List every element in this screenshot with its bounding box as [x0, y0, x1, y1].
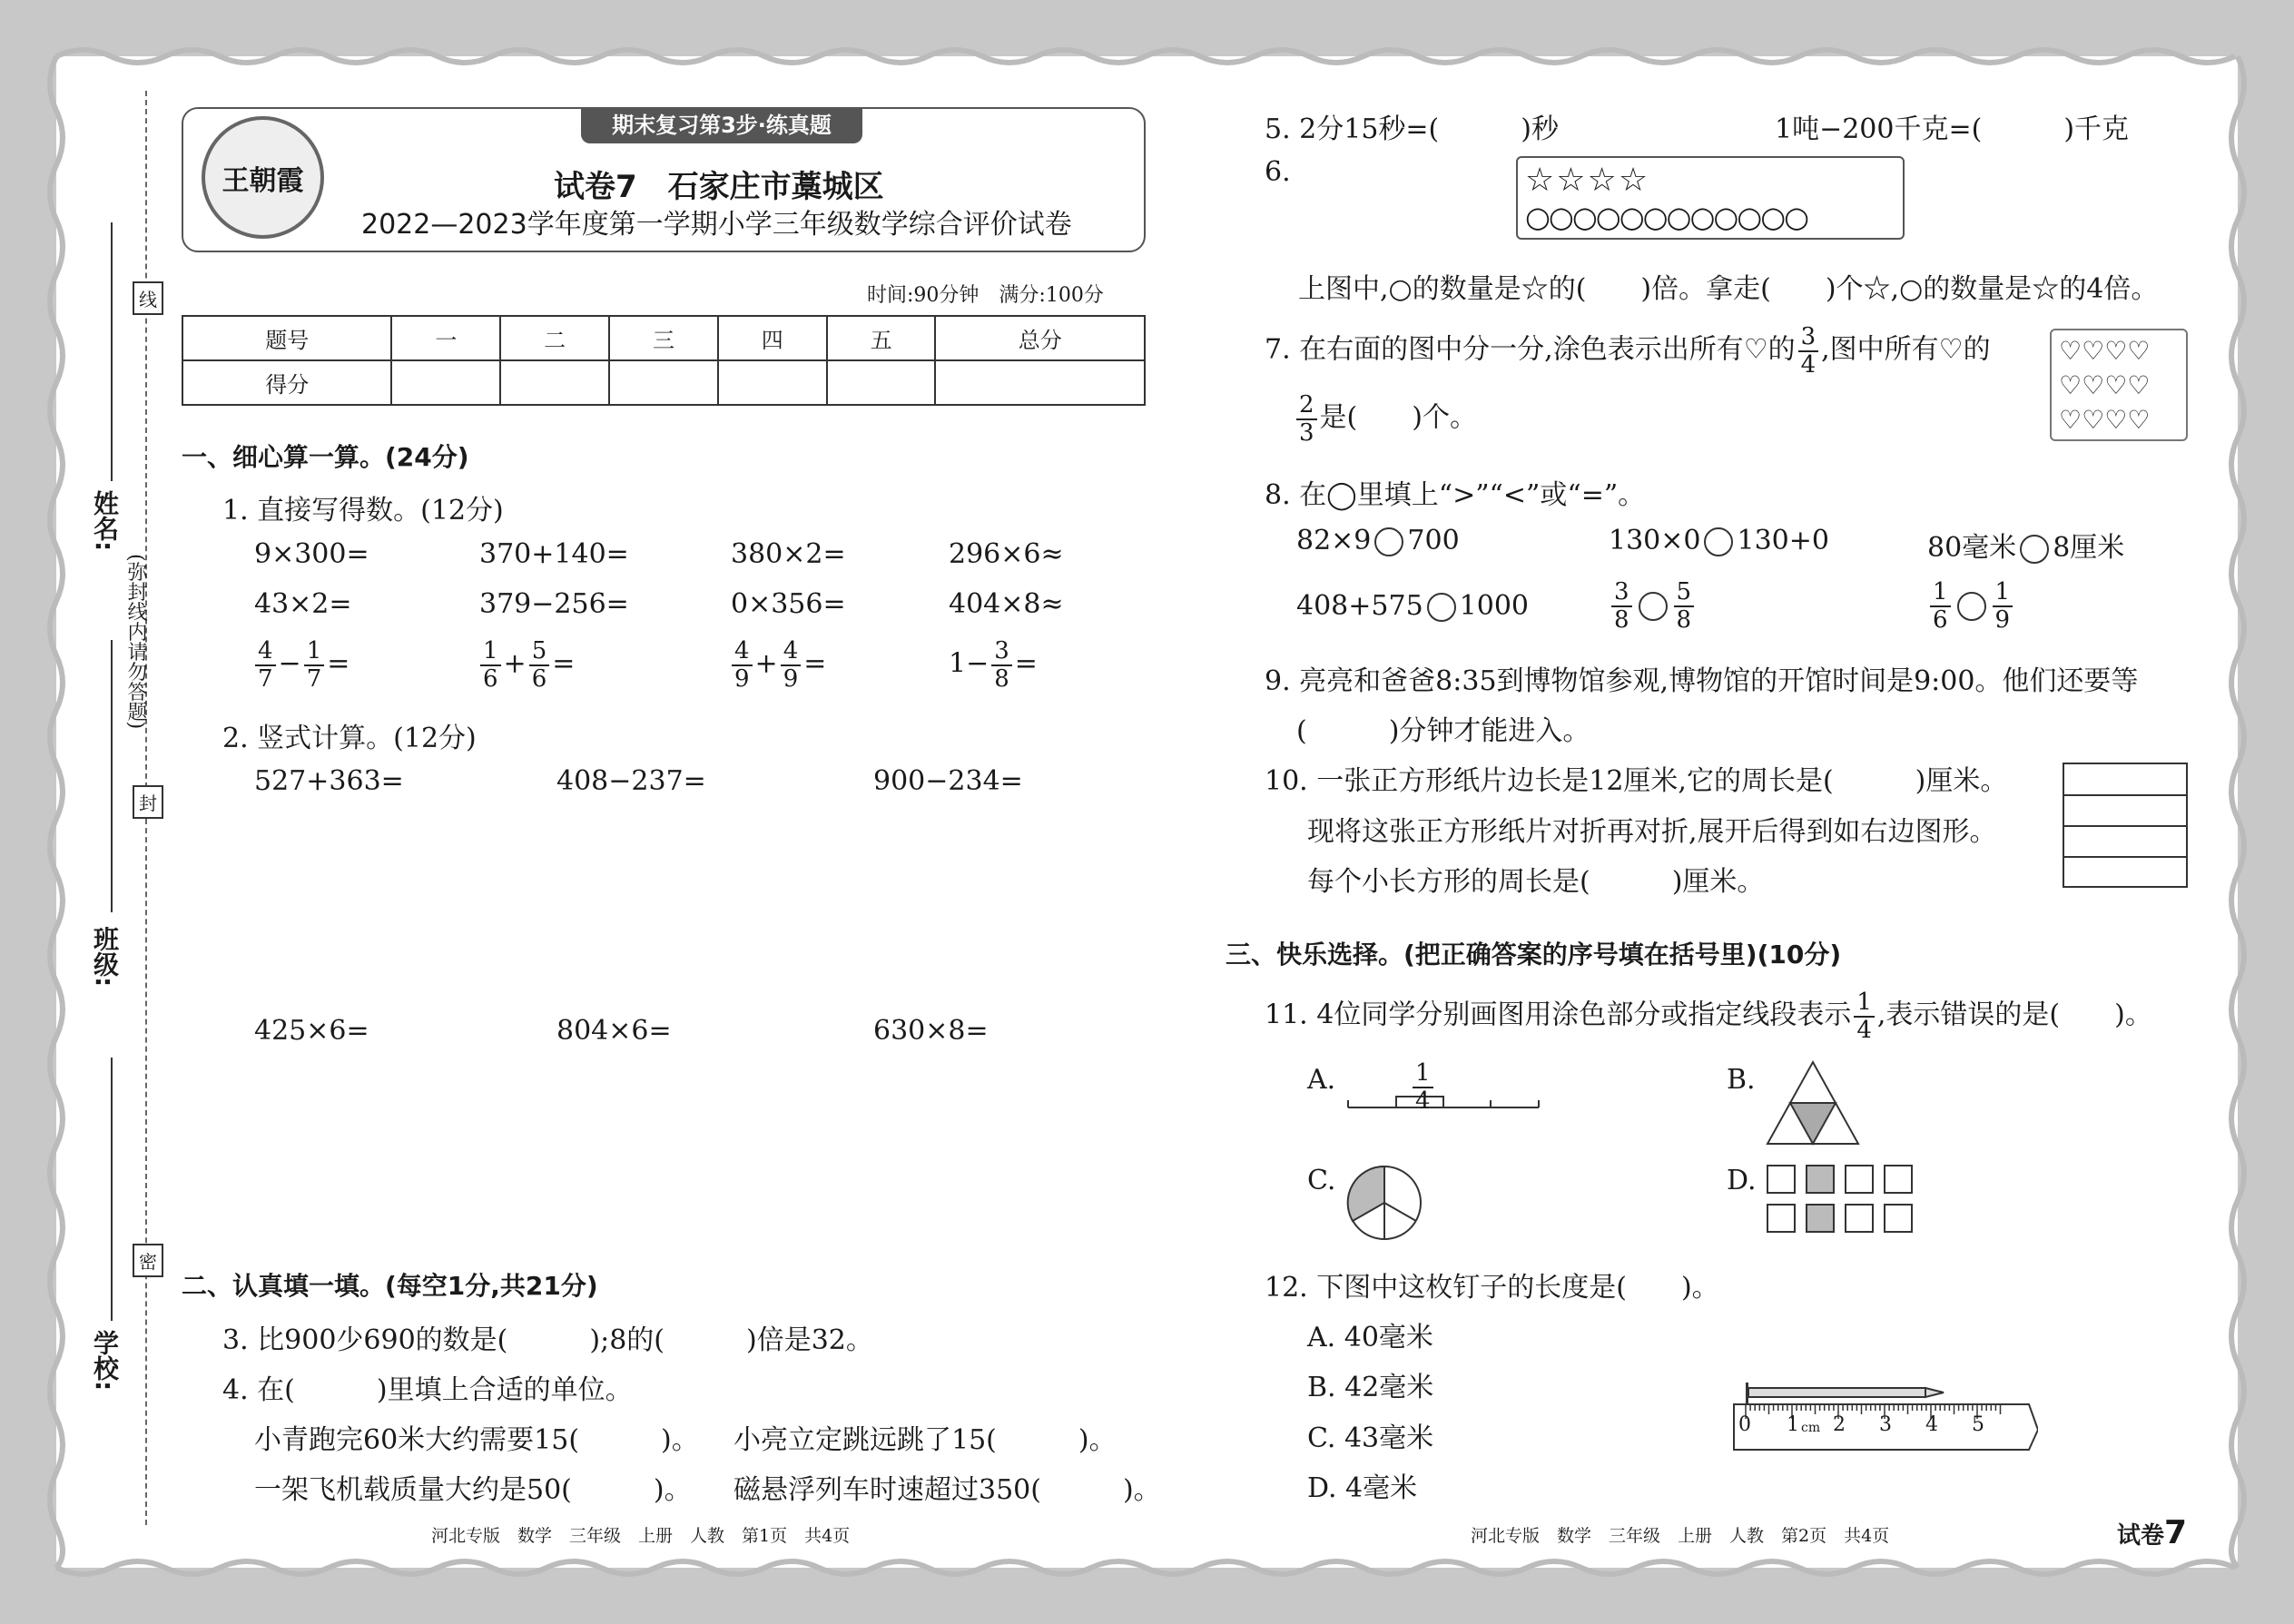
section3-title: 三、快乐选择。(把正确答案的序号填在括号里)(10分)	[1226, 940, 1842, 969]
score-header: 三	[609, 316, 718, 360]
score-cell[interactable]	[718, 360, 827, 405]
ruler-label: 0	[1738, 1413, 1751, 1436]
score-header: 四	[718, 316, 827, 360]
vertical-calc-item: 408−237=	[556, 765, 706, 797]
vertical-calc-item: 527+363=	[254, 765, 404, 797]
ruler-label: 2	[1833, 1413, 1846, 1436]
calc-item: 9×300=	[254, 538, 369, 570]
q8-compare: 408+575 1000	[1296, 590, 1530, 622]
calc-item: 296×6≈	[949, 538, 1064, 570]
step-tag: 期末复习第3步·练真题	[581, 107, 862, 143]
calc-frac-item: 1− $\frac{3}{8}$ =	[949, 637, 1038, 693]
calc-item: 0×356=	[731, 588, 846, 620]
ruler-label: 4	[1925, 1413, 1938, 1436]
score-row-label: 得分	[182, 360, 391, 405]
calc-frac-item: $\frac{4}{9}$ + $\frac{4}{9}$ =	[729, 638, 826, 692]
calc-frac-item: $\frac{4}{7}$ − $\frac{1}{7}$ =	[252, 638, 350, 692]
score-cell[interactable]	[827, 360, 936, 405]
score-table	[182, 315, 1146, 406]
score-cell[interactable]	[935, 360, 1145, 405]
score-cell[interactable]	[609, 360, 718, 405]
q4-item: 小亮立定跳远跳了15( )。	[733, 1424, 1117, 1456]
publisher-logo: 王朝霞	[202, 116, 324, 239]
compare-circle[interactable]	[2020, 535, 2049, 564]
q8-compare: 130×0 130+0	[1609, 525, 1829, 556]
compare-circle[interactable]	[1704, 527, 1733, 556]
ruler-label: 3	[1879, 1413, 1892, 1436]
school-label: 学校:	[90, 1330, 120, 1392]
q2-title: 2. 竖式计算。(12分)	[222, 723, 477, 754]
calc-item: 404×8≈	[949, 588, 1064, 620]
section1-title: 一、细心算一算。(24分)	[182, 442, 469, 472]
time-info: 时间:90分钟 满分:100分	[867, 284, 1104, 307]
q7-line2: $\frac{2}{3}$ 是( )个。	[1294, 392, 1477, 446]
binding-note: (弥封线内请勿答题)	[124, 554, 147, 730]
q12-text: 12. 下图中这枚钉子的长度是( )。	[1265, 1272, 1719, 1304]
calc-item: 43×2=	[254, 588, 352, 620]
q10-line3: 每个小长方形的周长是( )厘米。	[1307, 866, 1765, 898]
calc-item: 370+140=	[479, 538, 629, 570]
q6-stars: ☆☆☆☆	[1525, 162, 1650, 199]
q11-text: 11. 4位同学分别画图用涂色部分或指定线段表示 $\frac{1}{4}$ ,表示错误的是( )。	[1265, 989, 2152, 1044]
q10-line2: 现将这张正方形纸片对折再对折,展开后得到如右边图形。	[1307, 816, 1997, 848]
class-label: 班级:	[90, 926, 120, 988]
q12-option: A. 40毫米	[1307, 1322, 1433, 1353]
q12-option: D. 4毫米	[1307, 1472, 1418, 1504]
q6-text: 上图中,○的数量是☆的( )倍。拿走( )个☆,○的数量是☆的4倍。	[1298, 273, 2159, 305]
paper-label: 试卷7	[2117, 1514, 2188, 1551]
option-b-triangle	[1763, 1058, 1863, 1148]
q12-option: C. 43毫米	[1307, 1422, 1434, 1454]
q3-text: 3. 比900少690的数是( );8的( )倍是32。	[222, 1324, 873, 1356]
q5a-text: 5. 2分15秒=( )秒	[1265, 113, 1559, 145]
compare-circle[interactable]	[1639, 592, 1668, 621]
score-header: 总分	[935, 316, 1145, 360]
option-d-label: D.	[1727, 1165, 1757, 1196]
q8-compare: 80毫米 8厘米	[1927, 532, 2125, 564]
q6-circles: ○○○○○○○○○○○○	[1525, 200, 1808, 234]
score-header: 一	[391, 316, 500, 360]
q10-line1: 10. 一张正方形纸片边长是12厘米,它的周长是( )厘米。	[1265, 765, 2008, 797]
q8-compare: $\frac{3}{8}$ $\frac{5}{8}$	[1609, 579, 1697, 633]
q7-hearts-grid	[2050, 329, 2188, 441]
ruler-unit: cm	[1801, 1421, 1821, 1435]
option-a-figure	[1344, 1053, 1543, 1126]
seal-word-feng: 封	[133, 785, 163, 819]
vertical-calc-item: 425×6=	[254, 1015, 369, 1047]
option-a-label: A.	[1307, 1064, 1336, 1096]
q4-item: 一架飞机载质量大约是50( )。	[254, 1474, 692, 1506]
calc-frac-item: $\frac{1}{6}$ + $\frac{5}{6}$ =	[478, 638, 575, 692]
heart-row: ♡♡♡♡	[2059, 336, 2151, 366]
score-header: 二	[500, 316, 609, 360]
q9-line2: ( )分钟才能进入。	[1296, 715, 1590, 747]
vertical-calc-item: 900−234=	[873, 765, 1023, 797]
option-d-squares	[1766, 1164, 1920, 1236]
ruler-label: 1	[1787, 1413, 1799, 1436]
exam-subtitle: 2022—2023学年度第一学期小学三年级数学综合评价试卷	[361, 209, 1072, 241]
q8-compare: 82×9 700	[1296, 525, 1460, 556]
compare-circle[interactable]	[1957, 592, 1986, 621]
footer-right: 河北专版 数学 三年级 上册 人教 第2页 共4页	[1471, 1526, 1890, 1546]
compare-circle[interactable]	[1427, 593, 1456, 622]
exam-title: 试卷7 石家庄市藁城区	[554, 169, 884, 205]
q6-number: 6.	[1265, 156, 1291, 188]
name-write-line[interactable]	[111, 222, 113, 481]
score-header: 题号	[182, 316, 391, 360]
q12-option: B. 42毫米	[1307, 1372, 1434, 1403]
q4-item: 磁悬浮列车时速超过350( )。	[733, 1474, 1161, 1506]
calc-item: 380×2=	[731, 538, 846, 570]
footer-left: 河北专版 数学 三年级 上册 人教 第1页 共4页	[431, 1526, 851, 1546]
q9-line1: 9. 亮亮和爸爸8:35到博物馆参观,博物馆的开馆时间是9:00。他们还要等	[1265, 665, 2139, 697]
section2-title: 二、认真填一填。(每空1分,共21分)	[182, 1271, 598, 1301]
score-header: 五	[827, 316, 936, 360]
compare-circle[interactable]	[1374, 527, 1403, 556]
school-write-line[interactable]	[111, 1058, 113, 1321]
vertical-calc-item: 804×6=	[556, 1015, 672, 1047]
seal-word-xian: 线	[133, 281, 163, 315]
option-c-label: C.	[1307, 1165, 1336, 1196]
ruler-ticks	[1729, 1366, 2038, 1457]
option-a-frac: $\frac{1}{4}$	[1410, 1060, 1436, 1114]
score-cell[interactable]	[500, 360, 609, 405]
option-c-circle	[1344, 1162, 1425, 1244]
q1-title: 1. 直接写得数。(12分)	[222, 495, 504, 527]
q4-title: 4. 在( )里填上合适的单位。	[222, 1374, 633, 1406]
ruler-label: 5	[1972, 1413, 1984, 1436]
name-label: 姓名:	[90, 490, 120, 552]
q8-title: 8. 在◯里填上“>”“<”或“=”。	[1265, 479, 1646, 511]
q4-item: 小青跑完60米大约需要15( )。	[254, 1424, 699, 1456]
q10-folded-square	[2063, 763, 2188, 888]
calc-item: 379−256=	[479, 588, 629, 620]
option-b-label: B.	[1727, 1064, 1756, 1096]
heart-row: ♡♡♡♡	[2059, 405, 2151, 435]
q5b-text: 1吨−200千克=( )千克	[1775, 113, 2130, 145]
q8-compare: $\frac{1}{6}$ $\frac{1}{9}$	[1927, 579, 2015, 633]
vertical-calc-item: 630×8=	[873, 1015, 989, 1047]
heart-row: ♡♡♡♡	[2059, 370, 2151, 400]
q7-line1: 7. 在右面的图中分一分,涂色表示出所有♡的 $\frac{3}{4}$ ,图中所有♡的	[1265, 323, 1991, 379]
seal-word-mi: 密	[133, 1244, 163, 1277]
class-write-line[interactable]	[111, 640, 113, 912]
score-cell[interactable]	[391, 360, 500, 405]
